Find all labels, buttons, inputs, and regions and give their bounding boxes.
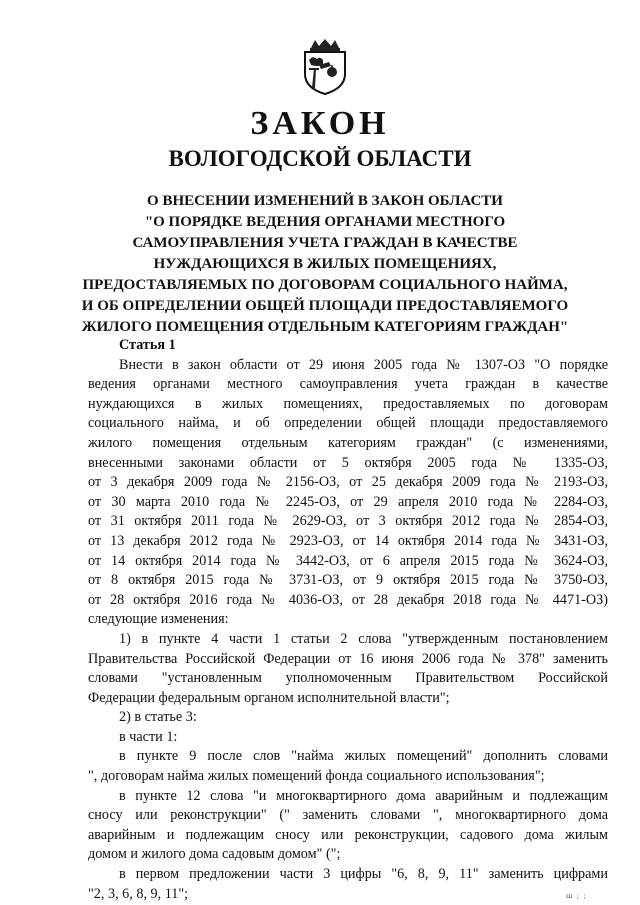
article-text-line: от 31 октября 2011 года № 2629-ОЗ, от 3 октября 2012 года № 2854-ОЗ, bbox=[88, 513, 608, 530]
article-text-line: в первом предложении части 3 цифры "6, 8, 9, 11" заменить цифрами bbox=[119, 866, 608, 883]
article-text-line: от 28 октября 2016 года № 4036-ОЗ, от 28 декабря 2018 года № 4471-ОЗ) bbox=[88, 591, 608, 608]
article-text-line: от 30 марта 2010 года № 2245-ОЗ, от 29 апреля 2010 года № 2284-ОЗ, bbox=[88, 493, 608, 510]
document-region: ВОЛОГОДСКОЙ ОБЛАСТИ bbox=[168, 146, 472, 171]
article-text-line: сносу или реконструкции" (" заменить словами ", многоквартирного дома bbox=[88, 807, 608, 824]
article-text-line: от 8 октября 2015 года № 3731-ОЗ, от 9 октября 2015 года № 3750-ОЗ, bbox=[88, 572, 608, 589]
article-text-line: от 14 октября 2014 года № 3442-ОЗ, от 6 апреля 2015 года № 3624-ОЗ, bbox=[88, 552, 608, 569]
article-text-line: ", договорам найма жилых помещений фонда социального использования"; bbox=[88, 768, 545, 785]
article-text-line: "2, 3, 6, 8, 9, 11"; bbox=[88, 885, 189, 902]
article-title: Статья 1 bbox=[119, 337, 176, 353]
article-text-line: внесенными законами области от 5 октября 2005 года № 1335-ОЗ, bbox=[88, 454, 608, 471]
article-text-line: следующие изменения: bbox=[88, 611, 229, 628]
article-text-line: в пункте 12 слова "и многоквартирного дома аварийным и подлежащим bbox=[119, 787, 608, 804]
article-text-line: от 13 декабря 2012 года № 2923-ОЗ, от 14 октября 2014 года № 3431-ОЗ, bbox=[88, 532, 608, 549]
article-text-line: домом и жилого дома садовым домом" ("; bbox=[88, 846, 341, 863]
law-name-line: ЖИЛОГО ПОМЕЩЕНИЯ ОТДЕЛЬНЫМ КАТЕГОРИЯМ ГРАЖДАН" bbox=[81, 319, 569, 335]
article-text-line: социального найма, и об определении общей площади предоставляемого bbox=[88, 415, 608, 432]
law-name-line: НУЖДАЮЩИХСЯ В ЖИЛЫХ ПОМЕЩЕНИЯХ, bbox=[153, 256, 497, 272]
law-name-line: ПРЕДОСТАВЛЯЕМЫХ ПО ДОГОВОРАМ СОЦИАЛЬНОГО НАЙМА, bbox=[82, 277, 568, 293]
article-text-line: жилого помещения отдельным категориям граждан" (с изменениями, bbox=[88, 434, 608, 451]
article-text-line: в части 1: bbox=[119, 728, 178, 745]
article-body bbox=[88, 356, 608, 905]
article-text-line: аварийным и подлежащим сносу или реконструкции, садового дома жилым bbox=[88, 826, 608, 843]
article-text-line: в пункте 9 после слов "найма жилых помещений" дополнить словами bbox=[119, 748, 608, 765]
vologda-coat-of-arms-icon bbox=[299, 38, 351, 96]
article-1 bbox=[88, 336, 608, 904]
law-name-line: САМОУПРАВЛЕНИЯ УЧЕТА ГРАЖДАН В КАЧЕСТВЕ bbox=[132, 235, 518, 251]
article-text-line: от 3 декабря 2009 года № 2156-ОЗ, от 25 декабря 2009 года № 2193-ОЗ, bbox=[88, 474, 608, 491]
article-text-line: Внести в закон области от 29 июня 2005 года № 1307-ОЗ "О порядке bbox=[119, 356, 608, 373]
article-text-line: ведения органами местного самоуправления учета граждан в качестве bbox=[88, 376, 608, 393]
footer-mark: ш ; ; bbox=[566, 892, 587, 900]
article-text-line: словами "установленным уполномоченным Правительством Российской bbox=[88, 670, 608, 687]
article-text-line: Федерации федеральным органом исполнительной власти"; bbox=[88, 689, 450, 706]
law-name-line: И ОБ ОПРЕДЕЛЕНИИ ОБЩЕЙ ПЛОЩАДИ ПРЕДОСТАВЛЯЕМОГО bbox=[81, 298, 569, 314]
law-name-heading bbox=[70, 191, 580, 338]
article-text-line: Правительства Российской Федерации от 16 июня 2006 года № 378" заменить bbox=[88, 650, 608, 667]
law-name-line: "О ПОРЯДКЕ ВЕДЕНИЯ ОРГАНАМИ МЕСТНОГО bbox=[144, 214, 506, 230]
article-text-line: нуждающихся в жилых помещениях, предоставляемых по договорам bbox=[88, 395, 608, 412]
law-name-line: О ВНЕСЕНИИ ИЗМЕНЕНИЙ В ЗАКОН ОБЛАСТИ bbox=[147, 193, 503, 209]
article-text-line: 1) в пункте 4 части 1 статьи 2 слова "утвержденным постановлением bbox=[119, 630, 608, 647]
document-title: ЗАКОН bbox=[250, 105, 390, 142]
article-text-line: 2) в статье 3: bbox=[119, 709, 197, 726]
